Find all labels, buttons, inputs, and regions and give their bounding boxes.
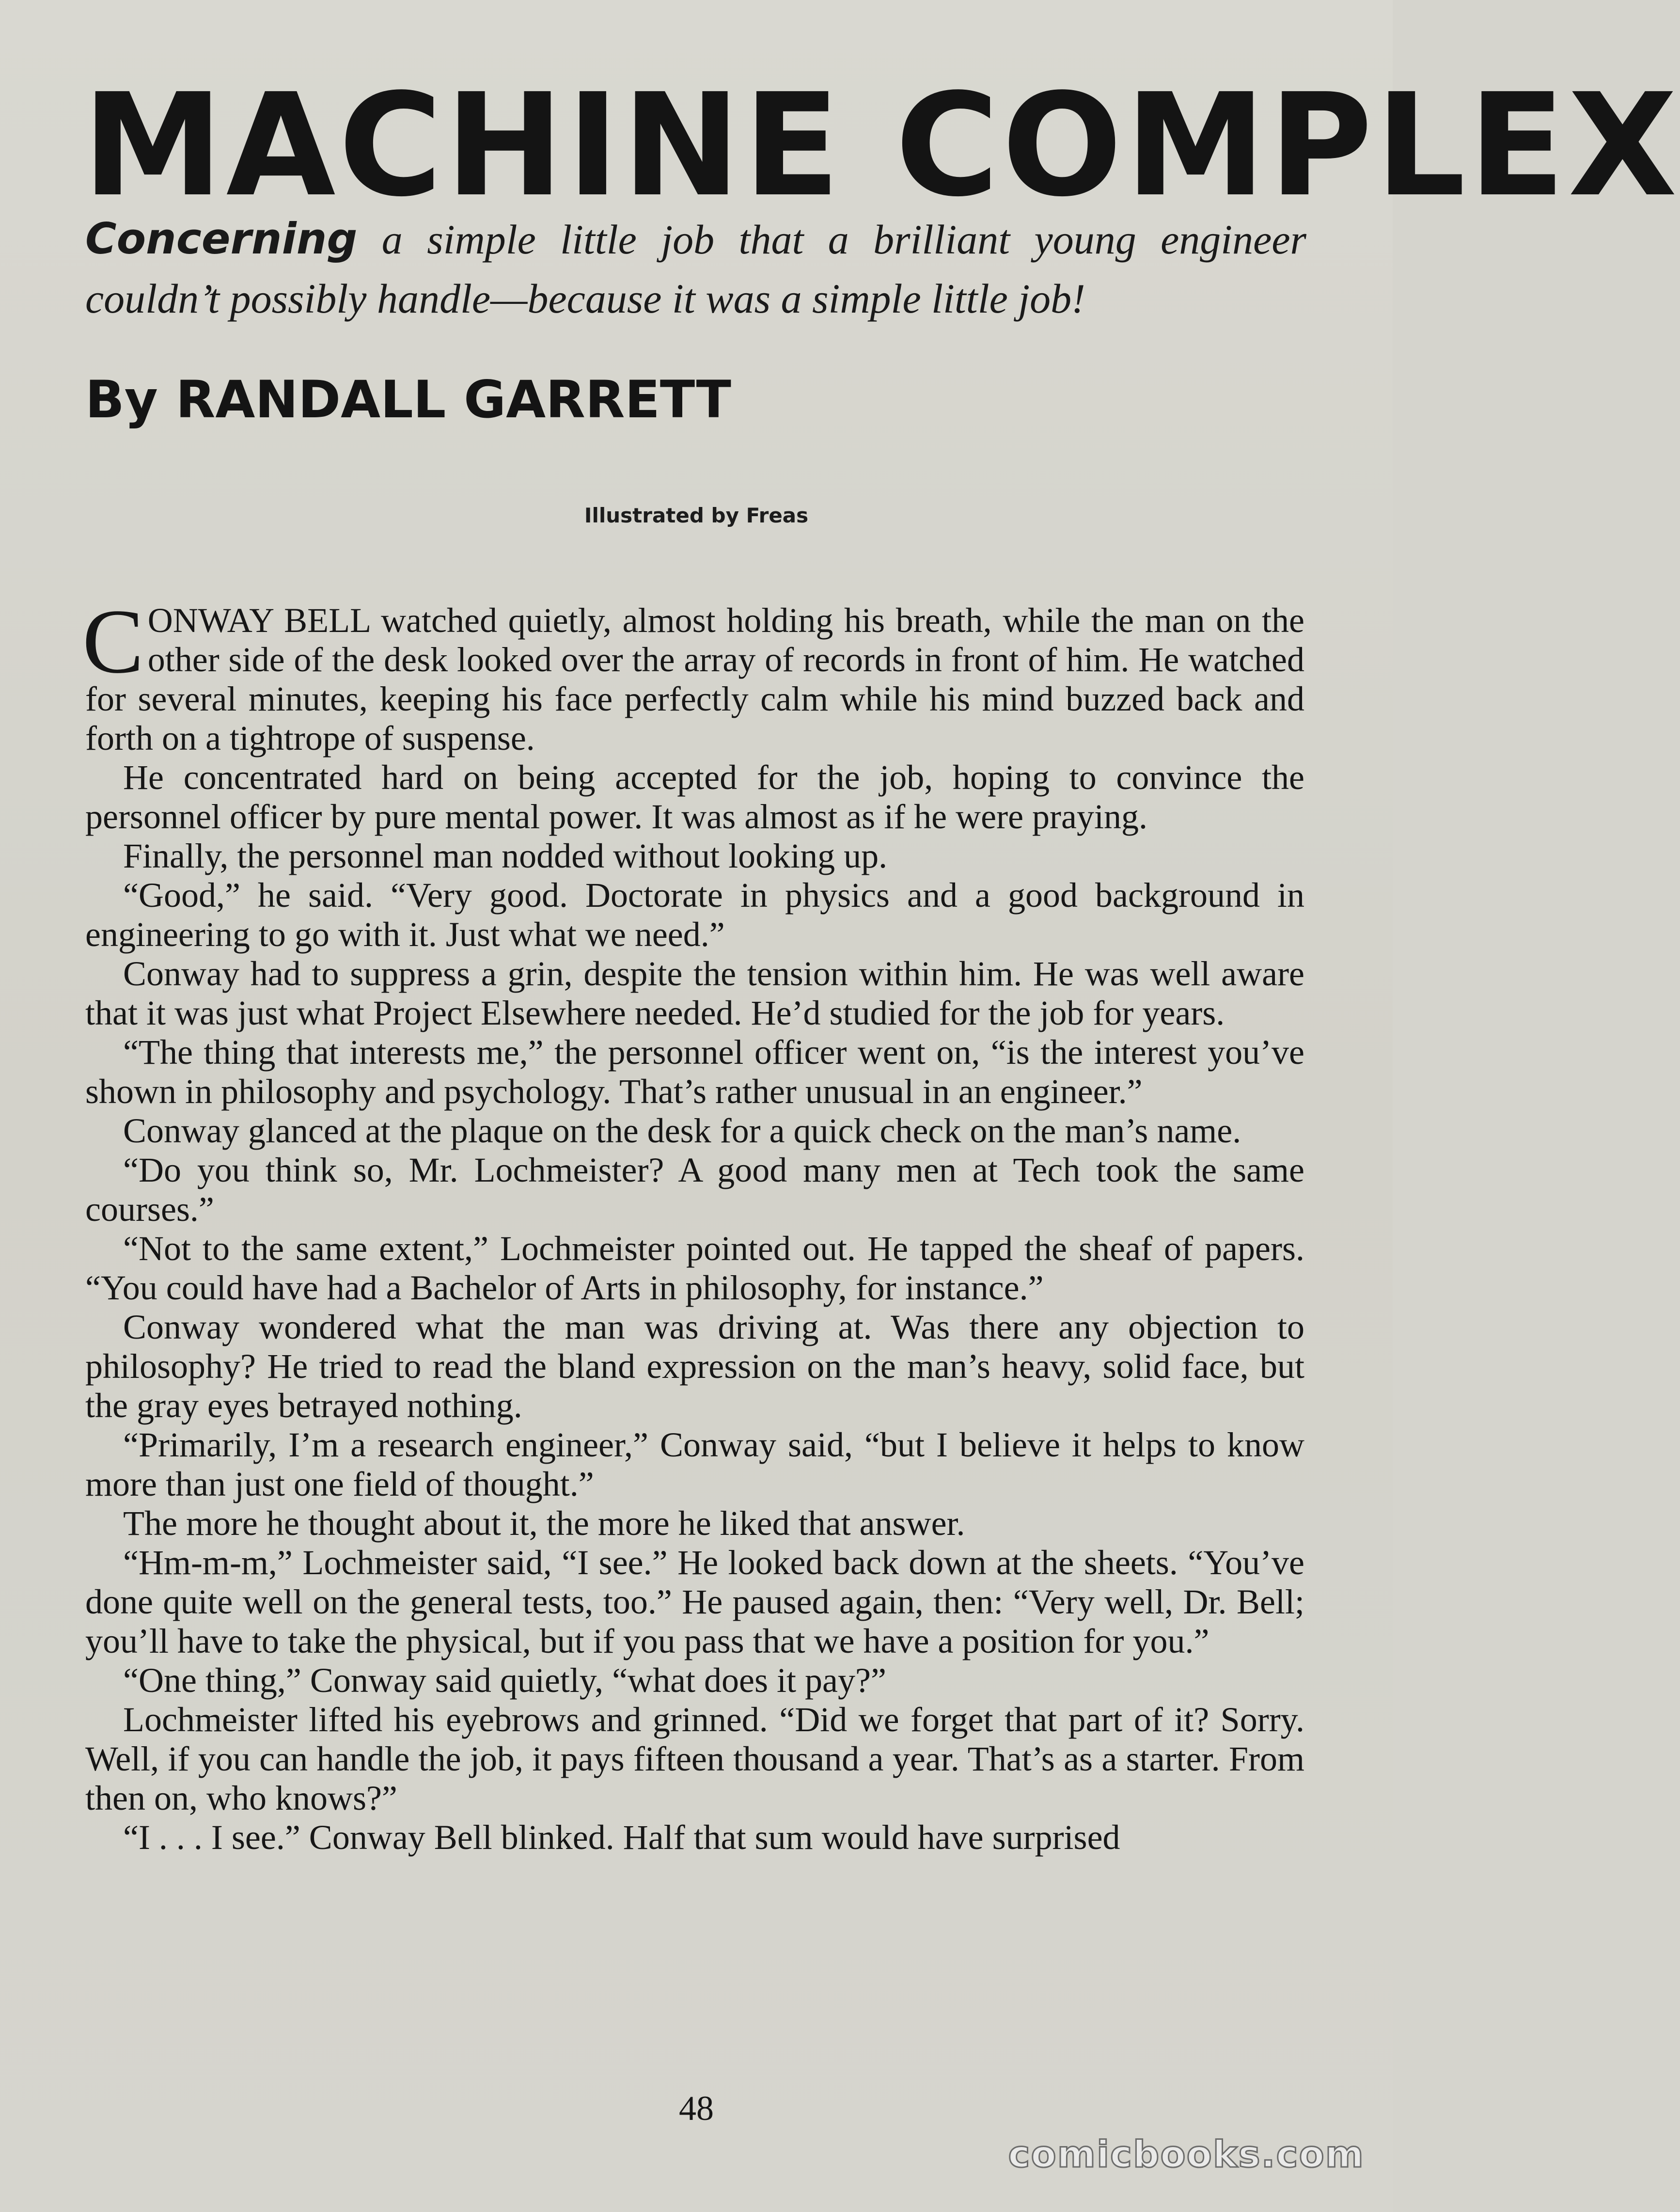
paragraph-1 — [82, 591, 1304, 758]
subtitle-lead: Concerning — [85, 214, 358, 264]
paragraph: Conway glanced at the plaque on the desk for a quick check on the man’s name. — [123, 1111, 1241, 1150]
author-byline: By RANDALL GARRETT — [85, 370, 731, 429]
drop-cap: C — [82, 591, 144, 693]
paragraph: “Do you think so, Mr. Lochmeister? A good many men at Tech took the same courses.” — [85, 1151, 1304, 1229]
paragraph: Finally, the personnel man nodded without looking up. — [123, 837, 888, 875]
paragraph: Lochmeister lifted his eyebrows and grinned. “Did we forget that part of it? Sorry. Well, if you can handle the job, it pays fifteen thousand a year. That’s as a starter. From then on, who knows?” — [85, 1700, 1304, 1817]
paragraph: “I . . . I see.” Conway Bell blinked. Half that sum would have surprised — [123, 1818, 1120, 1857]
paragraph: “The thing that interests me,” the personnel officer went on, “is the interest you’ve shown in philosophy and psychology. That’s rather unusual in an engineer.” — [85, 1033, 1304, 1111]
paragraph: “One thing,” Conway said quietly, “what does it pay?” — [123, 1661, 886, 1700]
story-body — [82, 591, 1304, 1857]
site-watermark: comicbooks.com — [1008, 2133, 1365, 2176]
illustrator-credit: Illustrated by Freas — [584, 504, 809, 527]
paragraph-1-text: ONWAY BELL watched quietly, almost holding his breath, while the man on the other side of the desk looked over the array of records in front of him. He watched for several minutes, keeping his face perfectly calm while his mind buzzed back and forth on a tightrope of suspense. — [85, 601, 1304, 758]
paragraph: “Hm-m-m,” Lochmeister said, “I see.” He looked back down at the sheets. “You’ve done quite well on the general tests, too.” He paused again, then: “Very well, Dr. Bell; you’ll have to take the physical, but if you pass that we have a position for you.” — [85, 1543, 1304, 1660]
paragraph: The more he thought about it, the more he liked that answer. — [123, 1504, 965, 1543]
story-title: MACHINE COMPLEX — [82, 63, 1680, 228]
paragraph: Conway had to suppress a grin, despite the tension within him. He was well aware that it was just what Project Elsewhere needed. He’d studied for the job for years. — [85, 954, 1304, 1032]
paragraph: “Not to the same extent,” Lochmeister pointed out. He tapped the sheaf of papers. “You could have had a Bachelor of Arts in philosophy, for instance.” — [85, 1229, 1304, 1307]
page-number: 48 — [679, 2089, 714, 2128]
paragraph: “Primarily, I’m a research engineer,” Conway said, “but I believe it helps to know more than just one field of thought.” — [85, 1425, 1304, 1503]
story-subtitle — [85, 209, 1306, 328]
paragraph: “Good,” he said. “Very good. Doctorate in physics and a good background in engineering to go with it. Just what we need.” — [85, 876, 1304, 954]
paragraph: Conway wondered what the man was driving at. Was there any objection to philosophy? He tried to read the bland expression on the man’s heavy, solid face, but the gray eyes betrayed nothing. — [85, 1308, 1304, 1425]
subtitle-text: a simple little job that a brilliant young engineer couldn’t possibly handle—because it was a simple little job! — [85, 216, 1306, 322]
paragraph: He concentrated hard on being accepted for the job, hoping to convince the personnel officer by pure mental power. It was almost as if he were praying. — [85, 758, 1304, 836]
